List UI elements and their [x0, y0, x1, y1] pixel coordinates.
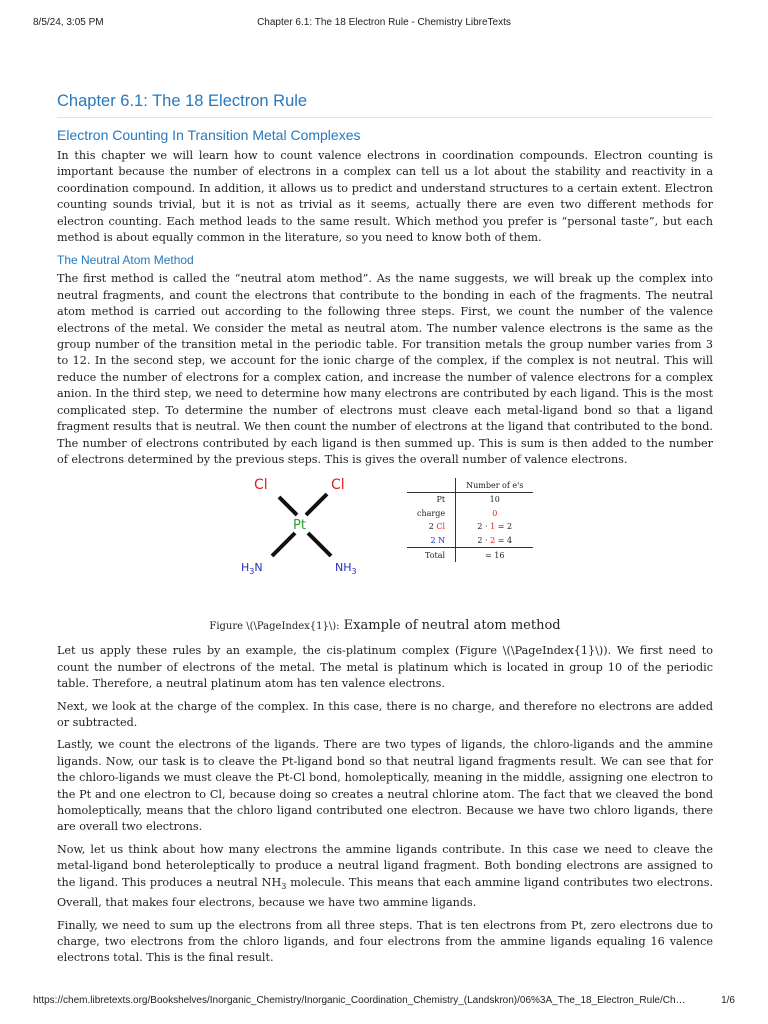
- row-value: 10: [489, 495, 500, 505]
- paragraph-ammine-ligands: Now, let us think about how many electrons the ammine ligands contribute. In this case we need to cleave the metal-ligand bond heteroleptically to produce a neutral ligand fragment. Both bonding electrons are assigned to the ligand. This produces a neutral $NH_3$ molecule. This means that each ammine ligand contributes two electrons. Overall, that makes four electrons, because we have two ammine ligands.: [57, 842, 713, 910]
- ammine-left-label: $H_3N$: [241, 561, 263, 575]
- row-label: Total: [407, 548, 456, 562]
- ammine-right-label: $NH_3$: [335, 561, 357, 575]
- platinum-label: Pt: [293, 518, 306, 534]
- figure: [57, 474, 713, 616]
- row-value: 2 · 2 = 4: [477, 535, 513, 545]
- table-row: [407, 520, 533, 534]
- subsection-heading: The Neutral Atom Method: [57, 253, 194, 268]
- cisplatin-structure: [237, 474, 387, 574]
- row-label: charge: [407, 507, 456, 521]
- figure-caption: [57, 618, 713, 633]
- row-value: 0: [492, 508, 498, 518]
- pt-cl-bond-right: [306, 494, 327, 515]
- print-page-title: Chapter 6.1: The 18 Electron Rule - Chemistry LibreTexts: [257, 17, 511, 28]
- table-corner: [407, 478, 456, 492]
- pt-n-bond-left: [272, 533, 295, 556]
- print-header: [33, 17, 735, 31]
- page-number: 1/6: [721, 995, 735, 1006]
- print-footer: [33, 995, 735, 1009]
- table-row: [407, 534, 533, 548]
- table-header: Number of e's: [456, 478, 534, 492]
- row-label: Pt: [407, 492, 456, 506]
- figure-label: Figure \(\PageIndex{1}\):: [209, 621, 340, 633]
- method-paragraph: The first method is called the “neutral atom method”. As the name suggests, we will break up the complex into neutral fragments, and count the electrons that contribute to the bonding in each of the fragments. The neutral atom method is carried out according to the following three steps. First, we count the number of the valence electrons of the metal. We consider the metal as neutral atom. The number valence electrons is the same as the group number of the transition metal in the periodic table. For transition metals the group number varies from 3 to 12. In the second step, we account for the ionic charge of the complex, if the complex is not neutral. This will reduce the number of electrons for a complex cation, and increase the number of valence electrons for a complex anion. In the third step, we need to determine how many electrons are contributed by each ligand. This is the most complicated step. To determine the number of electrons must cleave each metal-ligand bond so that a ligand fragment results that is neutral. We then count the number of electrons at the ligand that contributed to the bond. The number of electrons contributed by each ligand is then summed up. This is sum is then added to the number of electrons determined by the previous steps. This is gives the overall number of valence electrons.: [57, 272, 713, 466]
- section-heading: Electron Counting In Transition Metal Complexes: [57, 127, 361, 143]
- chlorine-right-label: Cl: [331, 477, 345, 494]
- intro-paragraph: In this chapter we will learn how to count valence electrons in coordination compounds. Electron counting is important because the number of electrons in a complex can tell us a lot about the stability and reactivity in a coordination compound. In addition, it allows us to predict and understand structures to a certain extent. Electron counting sounds trivial, but it is not as trivial as it seems, actually there are even two different methods for electron counting. Each method leads to the same result. Which method you prefer is “personal taste”, but each method is about equally common in the literature, so you need to know both of them.: [57, 149, 713, 245]
- paragraph-charge: Next, we look at the charge of the complex. In this case, there is no charge, and therefore no electrons are added or subtracted.: [57, 699, 713, 729]
- article-content: [57, 92, 713, 973]
- paragraph-example: Let us apply these rules by an example, the cis-platinum complex (Figure \(\PageIndex{1}\)). We first need to count the number of electrons of the metal. The metal is platinum which is located in group 10 of the periodic table. Therefore, a neutral platinum atom has ten valence electrons.: [57, 644, 713, 691]
- table-row: [407, 507, 533, 521]
- chlorine-left-label: Cl: [254, 477, 268, 494]
- paragraph-chloro-ligands: Lastly, we count the electrons of the ligands. There are two types of ligands, the chloro-ligands and the ammine ligands. Now, our task is to cleave the Pt-ligand bond so that neutral ligand fragments result. We can see that for the chloro-ligands we must cleave the Pt-Cl bond, homoleptically, meaning in the middle, assigning one electron to the Pt and one electron to Cl, because doing so creates a neutral chlorine atom. The fact that we cleaved the bond homoleptically, means that the chloro ligand contributed one electron. Because we have two chloro ligands, there are overall two electrons.: [57, 738, 713, 834]
- print-datetime: 8/5/24, 3:05 PM: [33, 17, 104, 28]
- figure-caption-text: Example of neutral atom method: [343, 618, 561, 634]
- pt-n-bond-right: [308, 533, 331, 556]
- row-label: 2 N: [407, 534, 456, 548]
- row-value: = 16: [456, 548, 534, 562]
- table-row: [407, 492, 533, 506]
- page-url: https://chem.libretexts.org/Bookshelves/Inorganic_Chemistry/Inorganic_Coordination_Chemistry_(Landskron)/06%3A_The_18_Electron_Rule/Ch…: [33, 995, 686, 1006]
- paragraph-final: Finally, we need to sum up the electrons from all three steps. That is ten electrons from Pt, zero electrons due to charge, two electrons from the chloro ligands, and four electrons from the ammine ligands equaling 16 valence electrons total. This is the final result.: [57, 918, 713, 965]
- electron-count-table: [407, 478, 533, 562]
- row-label: 2 Cl: [407, 520, 456, 534]
- table-row: [407, 548, 533, 562]
- row-value: 2 · 1 = 2: [477, 522, 513, 532]
- page-title: Chapter 6.1: The 18 Electron Rule: [57, 92, 713, 118]
- pt-cl-bond-left: [279, 497, 297, 515]
